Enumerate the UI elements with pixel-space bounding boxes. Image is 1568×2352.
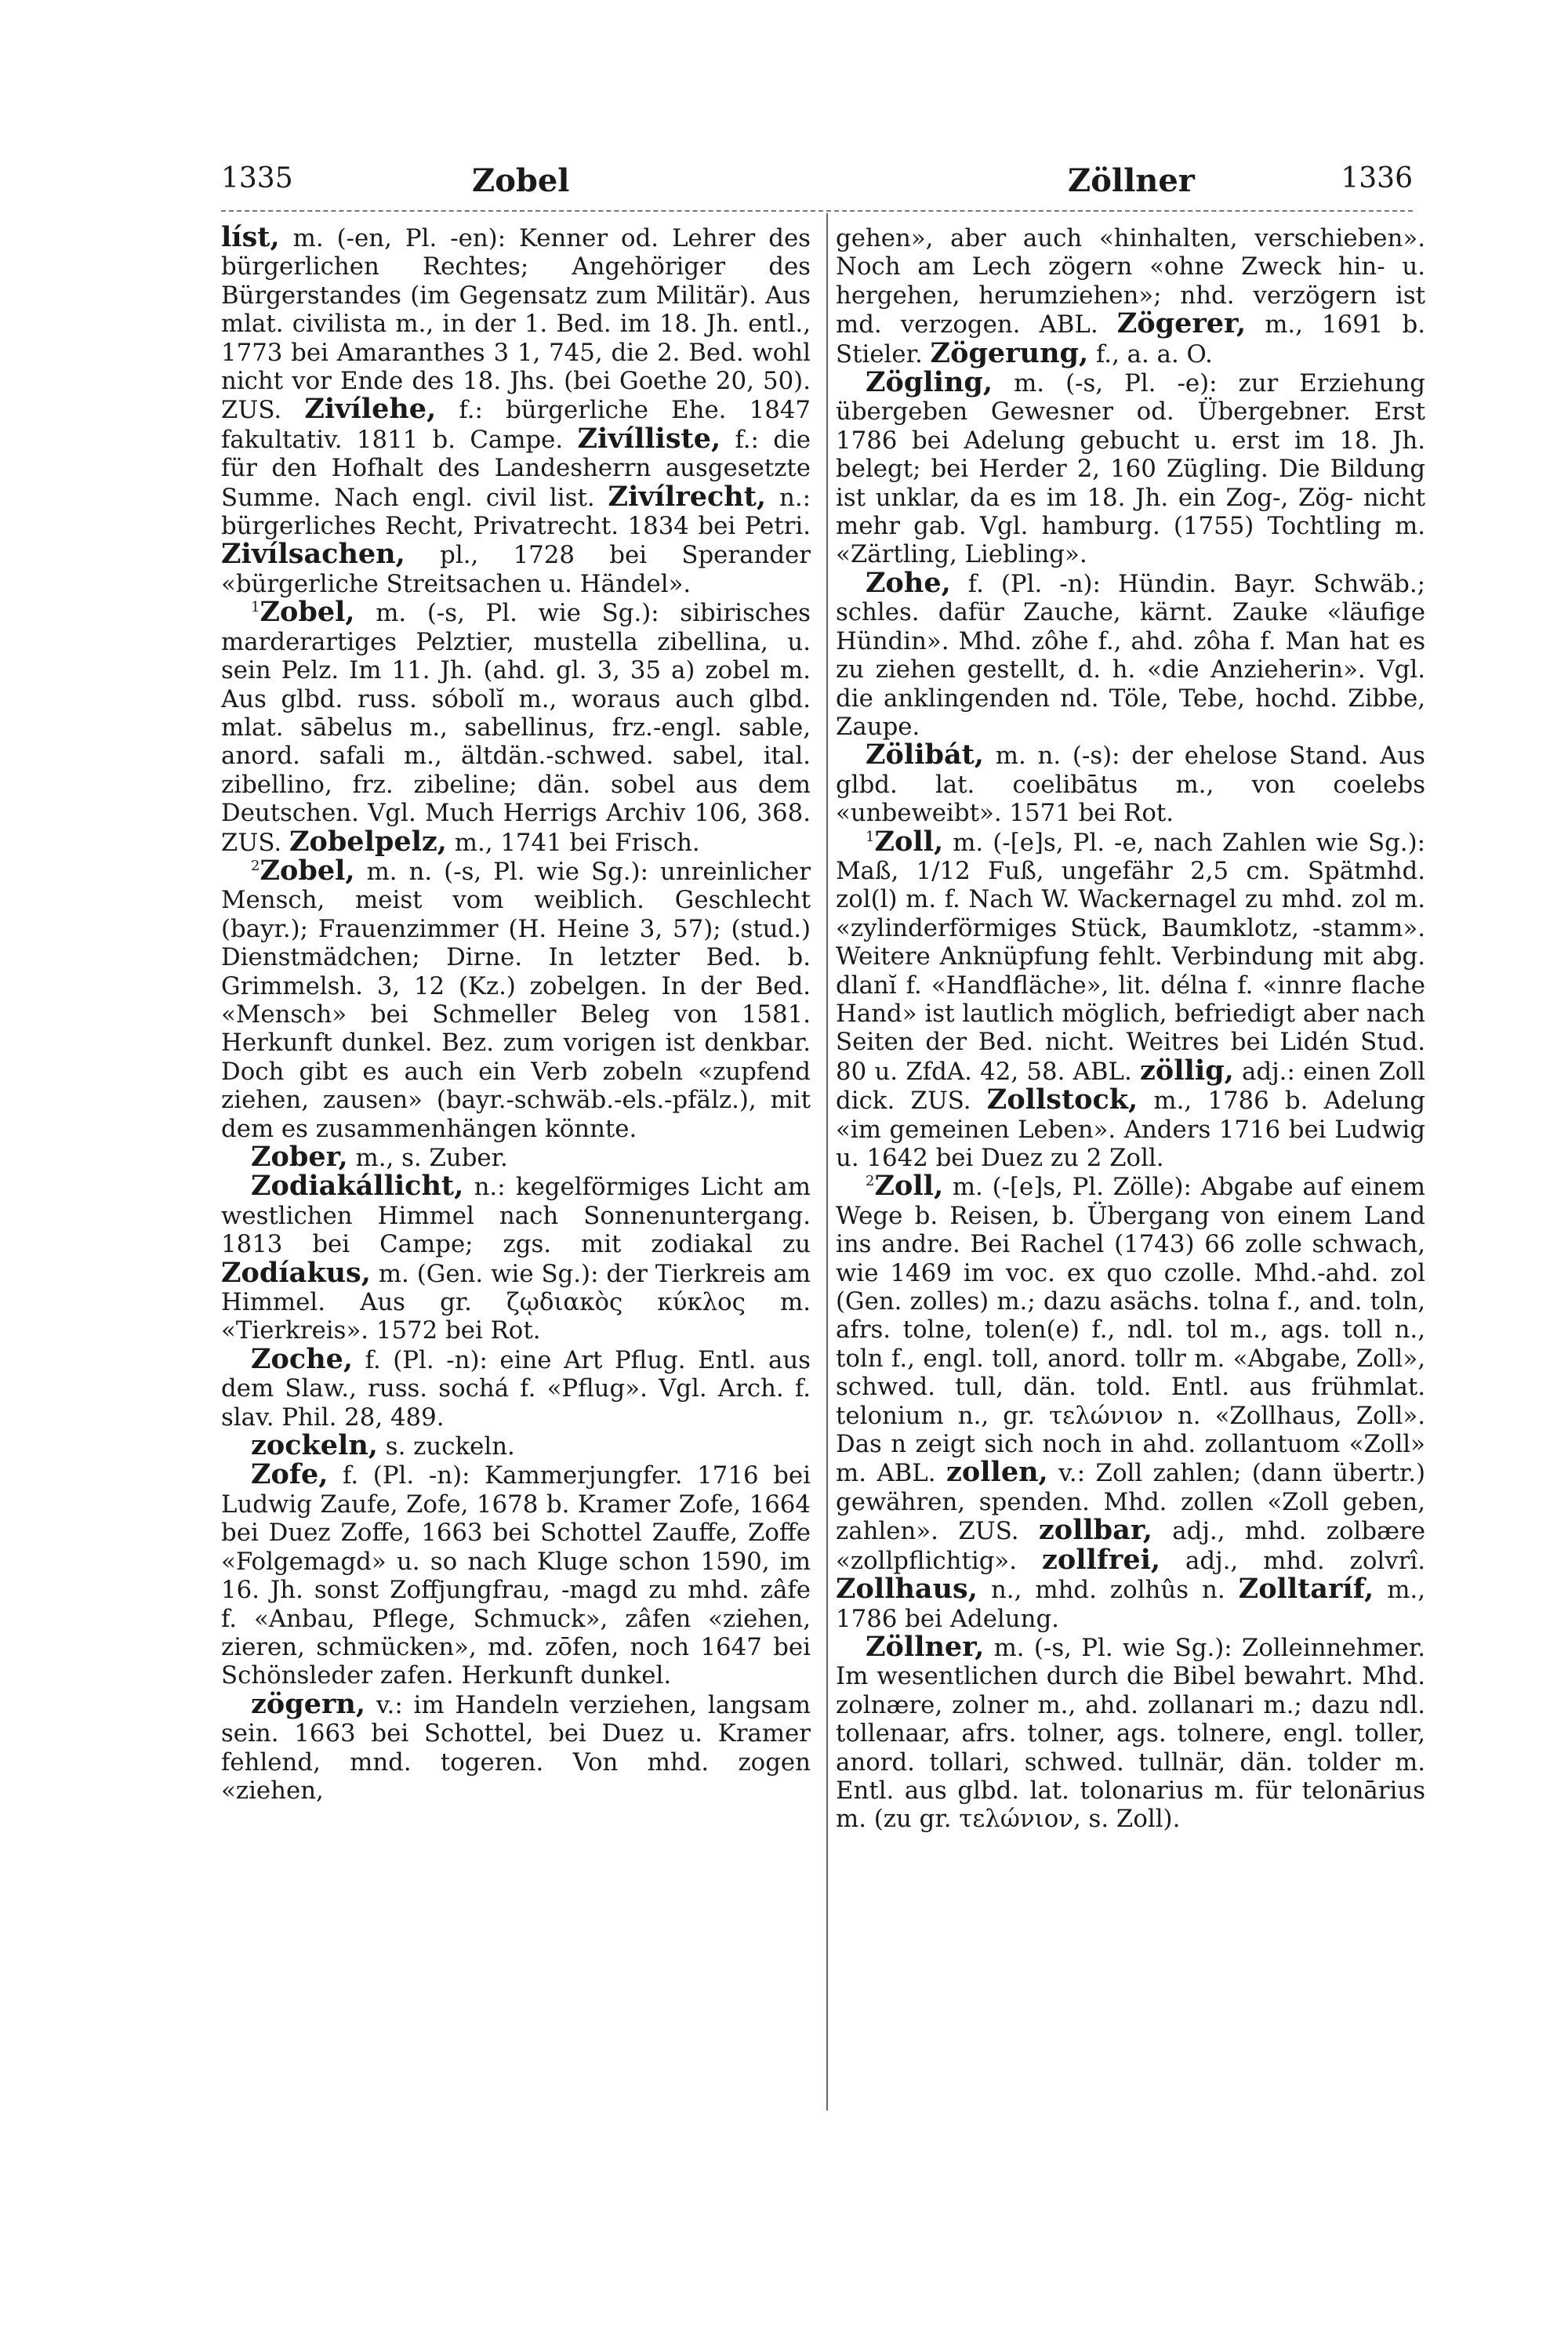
left-column [221, 223, 811, 2105]
entry-zoegern: zögern, v.: im Handeln verziehen, langsam sein. 1663 bei Schottel, bei Duez u. Kramer fehlend, mnd. togeren. Von mhd. zogen «ziehen, [221, 1687, 811, 1805]
entry-zivilist: líst, m. (-en, Pl. -en): Kenner od. Lehrer des bürgerlichen Rechtes; Angehöriger des Bürgerstandes (im Gegensatz zum Militär). Aus mlat. civilista m., in der 1. Bed. im 18. Jh. entl., 1773 bei Amaranthes 3 1, 745, die 2. Bed. wohl nicht vor Ende des 18. Jhs. (bei Goethe 20, 50). ZUS. Zivílehe, f.: bürgerliche Ehe. 1847 fakultativ. 1811 b. Campe. Zivílliste, f.: die für den Hofhalt des Landesherrn ausgesetzte Summe. Nach engl. civil list. Zivílrecht, n.: bürgerliches Recht, Privatrecht. 1834 bei Petri. Zivílsachen, pl., 1728 bei Sperander «bürgerliche Streitsachen u. Händel». [221, 223, 811, 598]
column-divider [826, 213, 828, 2111]
entry-zoche: Zoche, f. (Pl. -n): eine Art Pflug. Entl. aus dem Slaw., russ. sochá f. «Pflug». Vgl. Arch. f. slav. Phil. 28, 489. [221, 1342, 811, 1432]
entry-zober: Zober, m., s. Zuber. [251, 1141, 508, 1173]
page-header [221, 162, 1413, 209]
running-headword-left: Zobel [472, 162, 570, 199]
entry-zohe: Zohe, f. (Pl. -n): Hündin. Bayr. Schwäb.; schles. dafür Zauche, kärnt. Zauke «läufige Hündin». Mhd. zôhe f., ahd. zôha f. Man hat es zu ziehen gestellt, d. h. «die Anzieherin». Vgl. die anklingenden nd. Töle, Tebe, hochd. Zibbe, Zaupe. [836, 566, 1425, 741]
entry-zodiakallicht: Zodiakállicht, n.: kegelförmiges Licht am westlichen Himmel nach Sonnenuntergang. 1813 bei Campe; zgs. mit zodiakal zu Zodíakus, m. (Gen. wie Sg.): der Tierkreis am Himmel. Aus gr. ζῳδιακὸς κύκλος m. «Tierkreis». 1572 bei Rot. [221, 1170, 811, 1345]
entry-zoll-1: $^1$Zoll, m. (-[e]s, Pl. -e, nach Zahlen wie Sg.): Maß, 1/12 Fuß, ungefähr 2,5 cm. Spätmhd. zol(l) m. f. Nach W. Wackernagel zu mhd. zol m. «zylinderförmiges Stück, Baumklotz, -stamm». Weitere Anknüpfung fehlt. Verbindung mit abg. dlanĭ f. «Handfläche», lit. délna f. «innre flache Hand» ist lautlich möglich, befriedigt aber nach Seiten der Bed. nicht. Weitres bei Lidén Stud. 80 u. ZfdA. 42, 58. ABL. zöllig, adj.: einen Zoll dick. ZUS. Zollstock, m., 1786 b. Adelung «im gemeinen Leben». Anders 1716 bei Ludwig u. 1642 bei Duez zu 2 Zoll. [836, 825, 1425, 1172]
entry-zoll-2: $^2$Zoll, m. (-[e]s, Pl. Zölle): Abgabe auf einem Wege b. Reisen, b. Übergang von einem Land ins andre. Bei Rachel (1743) 66 zolle schwach, wie 1469 im voc. ex quo czolle. Mhd.-ahd. zol (Gen. zolles) m.; dazu asächs. tolna f., and. toln, afrs. tolne, tolen(e) f., ndl. tol m., ags. toll n., toln f., engl. toll, anord. tollr m. «Abgabe, Zoll», schwed. tull, dän. told. Entl. aus frühmlat. telonium n., gr. τελώνιον n. «Zollhaus, Zoll». Das n zeigt sich noch in ahd. zollantuom «Zoll» m. ABL. zollen, v.: Zoll zahlen; (dann übertr.) gewähren, spenden. Mhd. zollen «Zoll geben, zahlen». ZUS. zollbar, adj., mhd. zolbære «zollpflichtig». zollfrei, adj., mhd. zolvrî. Zollhaus, n., mhd. zolhûs n. Zolltaríf, m., 1786 bei Adelung. [836, 1170, 1425, 1633]
page-number-left: 1335 [221, 162, 293, 194]
entry-zobel-2: $^2$Zobel, m. n. (-s, Pl. wie Sg.): unreinlicher Mensch, meist vom weiblich. Geschlecht (bayr.); Frauenzimmer (H. Heine 3, 57); (stud.) Dienstmädchen; Dirne. In letzter Bed. b. Grimmelsh. 3, 12 (Kz.) zobelgen. In der Bed. «Mensch» bei Schmeller Beleg von 1581. Herkunft dunkel. Bez. zum vorigen ist denkbar. Doch gibt es auch ein Verb zobeln «zupfend ziehen, zausen» (bayr.-schwäb.-els.-pfälz.), mit dem es zusammenhängen könnte. [221, 854, 811, 1143]
running-headword-right: Zöllner [1068, 162, 1195, 199]
entry-zockeln: zockeln, s. zuckeln. [251, 1429, 515, 1462]
entry-zoelibat: Zölibát, m. n. (-s): der ehelose Stand. Aus glbd. lat. coelibātus m., von coelebs «unbeweibt». 1571 bei Rot. [836, 739, 1425, 828]
entry-zoegern-cont: gehen», aber auch «hinhalten, verschieben». Noch am Lech zögern «ohne Zweck hin- u. hergehen, herumziehen»; nhd. verzögern ist md. verzogen. ABL. Zögerer, m., 1691 b. Stieler. Zögerung, f., a. a. O. [836, 224, 1425, 369]
entry-zofe: Zofe, f. (Pl. -n): Kammerjungfer. 1716 bei Ludwig Zaufe, Zofe, 1678 b. Kramer Zofe, 1664 bei Duez Zoffe, 1663 bei Schottel Zauffe, Zoffe «Folgemagd» u. so nach Kluge schon 1590, im 16. Jh. sonst Zoffjungfrau, -magd zu mhd. zâfe f. «Anbau, Pflege, Schmuck», zâfen «ziehen, zieren, schmücken», md. zōfen, noch 1647 bei Schönsleder zafen. Herkunft dunkel. [221, 1458, 811, 1690]
entry-zobel-1: $^1$Zobel, m. (-s, Pl. wie Sg.): sibirisches marderartiges Pelztier, mustella zibellina, u. sein Pelz. Im 11. Jh. (ahd. gl. 3, 35 a) zobel m. Aus glbd. russ. sóbolĭ m., woraus auch glbd. mlat. sābelus m., sabellinus, frz.-engl. sable, anord. safali m., ältdän.-schwed. sabel, ital. zibellino, frz. zibeline; dän. sobel aus dem Deutschen. Vgl. Much Herrigs Archiv 106, 368. ZUS. Zobelpelz, m., 1741 bei Frisch. [221, 596, 811, 858]
page-number-right: 1336 [1341, 162, 1413, 194]
header-rule [221, 210, 1413, 212]
entry-zoellner: Zöllner, m. (-s, Pl. wie Sg.): Zolleinnehmer. Im wesentlichen durch die Bibel bewahrt. Mhd. zolnære, zolner m., ahd. zollanari m.; dazu ndl. tollenaar, afrs. tolner, ags. tolnere, engl. toller, anord. tollari, schwed. tullnär, dän. tolder m. Entl. aus glbd. lat. tolonarius m. für telonārius m. (zu gr. τελώνιον, s. Zoll). [836, 1630, 1425, 1834]
entry-zoegling: Zögling, m. (-s, Pl. -e): zur Erziehung übergeben Gewesner od. Übergebner. Erst 1786 bei Adelung gebucht u. erst im 18. Jh. belegt; bei Herder 2, 160 Zügling. Die Bildung ist unklar, da es im 18. Jh. ein Zog-, Zög- nicht mehr gab. Vgl. hamburg. (1755) Tochtling m. «Zärtling, Liebling». [836, 366, 1425, 569]
right-column [836, 223, 1425, 2105]
